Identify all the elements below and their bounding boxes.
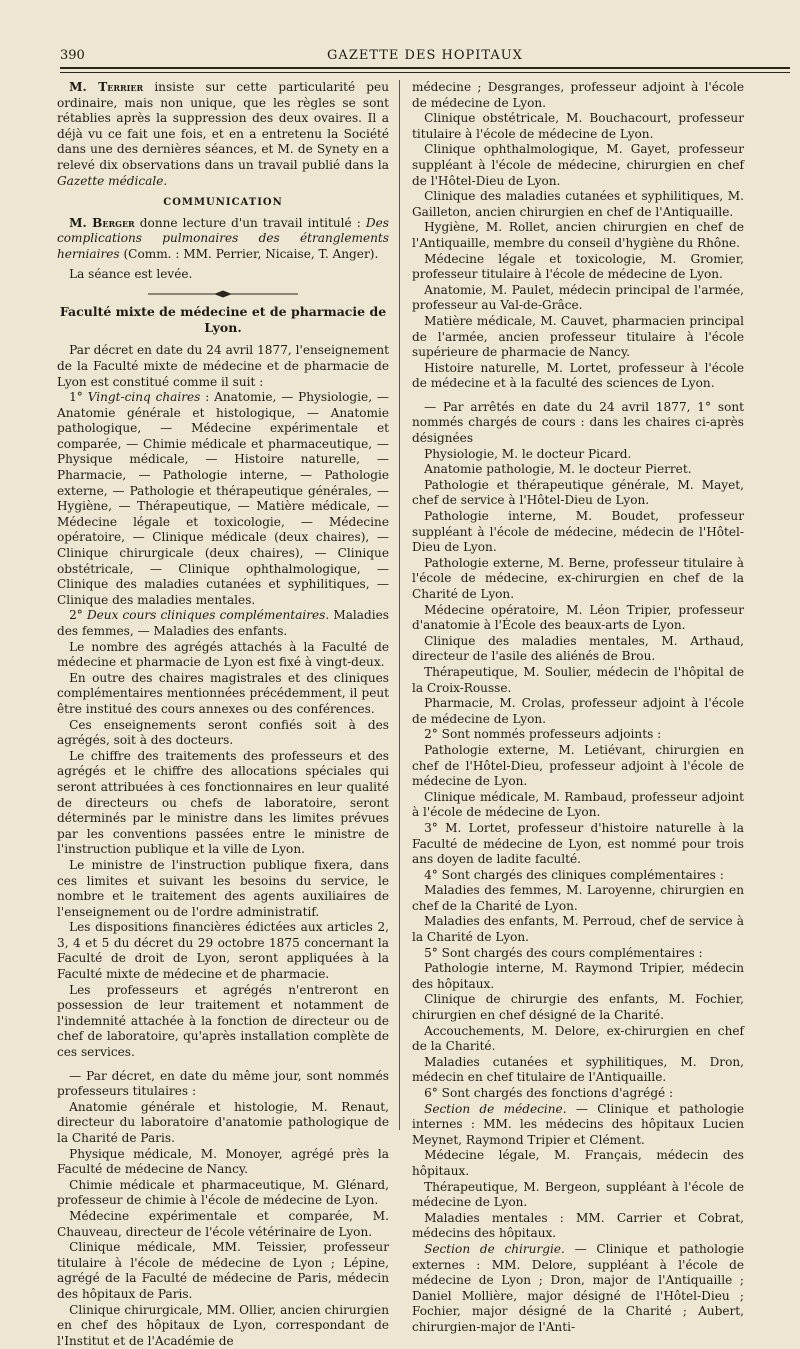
paragraph: Clinique ophthalmologique, M. Gayet, professeur suppléant à l'école de médecine, chirurgien en chef de l'Hôtel-Dieu de Lyon.: [412, 142, 744, 188]
paragraph: Les dispositions financières édictées aux articles 2, 3, 4 et 5 du décret du 29 octobre 1875 concernant la Faculté de droit de Lyon, seront appliquées à la Faculté mixte de médecine et de pharmacie.: [57, 920, 389, 982]
paragraph: Section de médecine. — Clinique et pathologie internes : MM. les médecins des hôpitaux Lucien Meynet, Raymond Tripier et Clément.: [412, 1101, 744, 1147]
paragraph: Maladies des enfants, M. Perroud, chef de service à la Charité de Lyon.: [412, 914, 744, 945]
paragraph: Par décret en date du 24 avril 1877, l'enseignement de la Faculté mixte de médecine et de pharmacie de Lyon est constitué comme il suit :: [57, 343, 389, 389]
paragraph: Maladies mentales : MM. Carrier et Cobrat, médecins des hôpitaux.: [412, 1210, 744, 1241]
paragraph: — Par décret, en date du même jour, sont nommés professeurs titulaires :: [57, 1068, 389, 1099]
paragraph: 4° Sont chargés des cliniques complémentaires :: [424, 867, 724, 882]
paragraph: Thérapeutique, M. Soulier, médecin de l'hôpital de la Croix-Rousse.: [412, 664, 744, 695]
paragraph: Clinique de chirurgie des enfants, M. Fochier, chirurgien en chef désigné de la Charité.: [412, 992, 744, 1023]
paragraph: Médecine expérimentale et comparée, M. Chauveau, directeur de l'école vétérinaire de Lyon.: [57, 1208, 389, 1239]
paragraph: Section de chirurgie. — Clinique et pathologie externes : MM. Delore, suppléant à l'école de médecine de Lyon ; Dron, major de l'Antiquaille ; Daniel Mollière, major désigné de l'Hôtel-Dieu ; Fochier, major désigné de la Charité ; Aubert, chirurgien-major de l'Anti-: [412, 1241, 744, 1334]
paragraph: Anatomie générale et histologie, M. Renaut, directeur du laboratoire d'anatomie pathologique de la Charité de Paris.: [57, 1099, 389, 1145]
paragraph: Pathologie interne, M. Boudet, professeur suppléant à l'école de médecine, médecin de l'Hôtel-Dieu de Lyon.: [412, 509, 744, 555]
paragraph: Le nombre des agrégés attachés à la Faculté de médecine et pharmacie de Lyon est fixé à vingt-deux.: [57, 639, 389, 670]
section-title: Faculté mixte de médecine et de pharmacie de Lyon.: [59, 304, 387, 335]
page-number: 390: [60, 48, 85, 63]
paragraph: 5° Sont chargés des cours complémentaires :: [424, 945, 703, 960]
paragraph: Pathologie externe, M. Berne, professeur titulaire à l'école de médecine, ex-chirurgien en chef de la Charité de Lyon.: [412, 555, 744, 601]
page-header: [60, 44, 790, 64]
paragraph: Anatomie pathologie, M. le docteur Pierret.: [424, 462, 692, 477]
paragraph: médecine ; Desgranges, professeur adjoint à l'école de médecine de Lyon.: [412, 80, 744, 110]
paragraph: Clinique des maladies cutanées et syphilitiques, M. Gailleton, ancien chirurgien en chef de l'Antiquaille.: [412, 189, 744, 219]
paragraph: 2° Sont nommés professeurs adjoints :: [424, 727, 662, 742]
paragraph: Physiologie, M. le docteur Picard.: [424, 446, 632, 461]
paragraph: M. Berger donne lecture d'un travail intitulé : Des complications pulmonaires des étranglements herniaires (Comm. : MM. Perrier, Nicaise, T. Anger).: [57, 215, 389, 261]
paragraph: Le chiffre des traitements des professeurs et des agrégés et le chiffre des allocations spéciales qui seront attribuées à ces fonctionnaires en leur qualité de directeurs ou chefs de laboratoire, seront déterminés par le ministre dans les limites prévues par les conventions passées entre le ministre de l'instruction publique et la ville de Lyon.: [57, 748, 389, 857]
paragraph: Ces enseignements seront confiés soit à des agrégés, soit à des docteurs.: [57, 717, 389, 748]
paragraph: La séance est levée.: [69, 266, 193, 281]
paragraph: 2° Deux cours cliniques complémentaires. Maladies des femmes, — Maladies des enfants.: [57, 608, 389, 638]
journal-reference: Gazette médicale.: [57, 173, 168, 188]
communication-heading: COMMUNICATION: [163, 197, 283, 209]
paragraph: Médecine légale, M. Français, médecin des hôpitaux.: [412, 1148, 744, 1178]
paragraph: Pharmacie, M. Crolas, professeur adjoint à l'école de médecine de Lyon.: [412, 696, 744, 726]
paragraph: Clinique médicale, MM. Teissier, professeur titulaire à l'école de médecine de Lyon ; Lépine, agrégé de la Faculté de médecine de Paris, médecin des hôpitaux de Paris.: [57, 1240, 389, 1301]
paragraph: M. Terrier insiste sur cette particularité peu ordinaire, mais non unique, que les règles se sont rétablies après la suppression des deux ovaires. Il a déjà vu ce fait une fois, et en a entretenu la Société dans une des dernières séances, et M. de Synety en a relevé dix observations dans un travail publié dans la Gazette médicale.: [57, 80, 389, 188]
column-divider: [399, 80, 400, 1130]
speaker-name: M. Terrier: [69, 80, 144, 94]
paragraph: Pathologie interne, M. Raymond Tripier, médecin des hôpitaux.: [412, 961, 744, 991]
paragraph: Clinique médicale, M. Rambaud, professeur adjoint à l'école de médecine de Lyon.: [412, 789, 744, 820]
paragraph: — Par arrêtés en date du 24 avril 1877, 1° sont nommés chargés de cours : dans les chaires ci-après désignées: [412, 399, 744, 446]
paragraph: Médecine opératoire, M. Léon Tripier, professeur d'anatomie à l'École des beaux-arts de Lyon.: [412, 602, 744, 633]
paragraph: Matière médicale, M. Cauvet, pharmacien principal de l'armée, ancien professeur titulaire à l'école supérieure de pharmacie de Nancy.: [412, 313, 744, 360]
paragraph: En outre des chaires magistrales et des cliniques complémentaires mentionnées précédemment, il peut être institué des cours annexes ou des conférences.: [57, 670, 389, 716]
paragraph: Le ministre de l'instruction publique fixera, dans ces limites et suivant les besoins du service, le nombre et le traitement des agents auxiliaires de l'enseignement ou de l'ordre administratif.: [57, 857, 389, 919]
section-divider-ornament: [148, 290, 298, 298]
paragraph: Anatomie, M. Paulet, médecin principal de l'armée, professeur au Val-de-Grâce.: [412, 282, 744, 313]
paragraph: Accouchements, M. Delore, ex-chirurgien en chef de la Charité.: [412, 1023, 744, 1054]
journal-title: GAZETTE DES HOPITAUX: [327, 48, 523, 63]
speaker-name: M. Berger: [69, 215, 135, 230]
paragraph: Les professeurs et agrégés n'entreront en possession de leur traitement et notamment de l'indemnité attachée à la fonction de directeur ou de chef de laboratoire, qu'après installation complète de ces services.: [57, 982, 389, 1060]
paragraph: Médecine légale et toxicologie, M. Gromier, professeur titulaire à l'école de médecine de Lyon.: [412, 251, 744, 282]
paragraph: 3° M. Lortet, professeur d'histoire naturelle à la Faculté de médecine de Lyon, est nommé pour trois ans doyen de ladite faculté.: [412, 820, 744, 867]
paragraph: Clinique des maladies mentales, M. Arthaud, directeur de l'asile des aliénés de Brou.: [412, 633, 744, 664]
paragraph: Pathologie externe, M. Letiévant, chirurgien en chef de l'Hôtel-Dieu, professeur adjoint à l'école de médecine de Lyon.: [412, 742, 744, 789]
paragraph: Physique médicale, M. Monoyer, agrégé près la Faculté de médecine de Nancy.: [57, 1146, 389, 1177]
header-rule: [60, 67, 790, 69]
paragraph: Maladies cutanées et syphilitiques, M. Dron, médecin en chef titulaire de l'Antiquaille.: [412, 1054, 744, 1085]
paragraph: Thérapeutique, M. Bergeon, suppléant à l'école de médecine de Lyon.: [412, 1179, 744, 1210]
paragraph: 1° Vingt-cinq chaires : Anatomie, — Physiologie, — Anatomie générale et histologique, — Anatomie pathologique, — Médecine expérimentale et comparée, — Chimie médicale et pharmaceutique, — Physique médicale, — Histoire naturelle, — Pharmacie, — Pathologie interne, — Pathologie externe, — Pathologie et thérapeutique générales, — Hygiène, — Thérapeutique, — Matière médicale, — Médecine légale et toxicologie, — Médecine opératoire, — Clinique médicale (deux chaires), — Clinique chirurgicale (deux chaires), — Clinique obstétricale, — Clinique ophthalmologique, — Clinique des maladies cutanées et syphilitiques, — Clinique des maladies mentales.: [57, 390, 389, 607]
paragraph: Clinique chirurgicale, MM. Ollier, ancien chirurgien en chef des hôpitaux de Lyon, correspondant de l'Institut et de l'Académie de: [57, 1302, 389, 1348]
work-title: Des complications pulmonaires des étranglements herniaires: [57, 215, 389, 261]
paragraph: 6° Sont chargés des fonctions d'agrégé :: [424, 1086, 674, 1100]
header-rule-thin: [60, 72, 790, 73]
paragraph: Clinique obstétricale, M. Bouchacourt, professeur titulaire à l'école de médecine de Lyon.: [412, 111, 744, 141]
right-column: [412, 80, 744, 1336]
paragraph: Histoire naturelle, M. Lortet, professeur à l'école de médecine et à la faculté des sciences de Lyon.: [412, 360, 744, 391]
paragraph: Pathologie et thérapeutique générale, M. Mayet, chef de service à l'Hôtel-Dieu de Lyon.: [412, 477, 744, 508]
left-column: [57, 80, 389, 1349]
paragraph: Hygiène, M. Rollet, ancien chirurgien en chef de l'Antiquaille, membre du conseil d'hygiène du Rhône.: [412, 220, 744, 250]
paragraph: Maladies des femmes, M. Laroyenne, chirurgien en chef de la Charité de Lyon.: [412, 883, 744, 913]
paragraph: Chimie médicale et pharmaceutique, M. Glénard, professeur de chimie à l'école de médecine de Lyon.: [57, 1177, 389, 1208]
